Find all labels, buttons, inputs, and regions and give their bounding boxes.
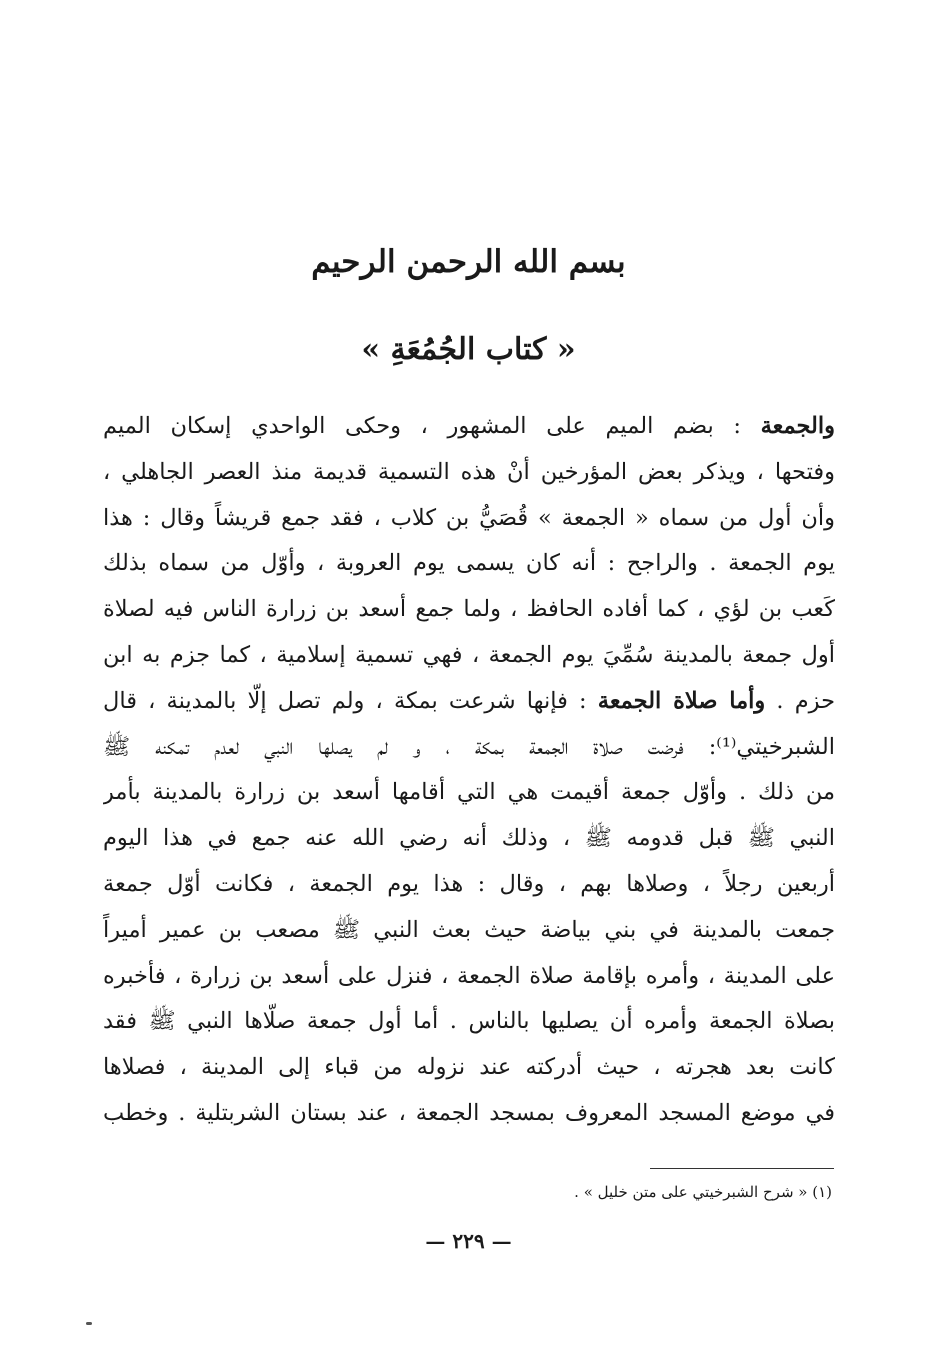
term-jumuah: والجمعة [760, 413, 835, 439]
term-salat-al-jumuah: وأما صلاة الجمعة [597, 687, 766, 714]
footnote-divider [650, 1168, 834, 1169]
text-line-14: بصلاة الجمعة وأمره أن يصليها بالناس . أما أول جمعة صلّاها النبي ﷺ فقد [103, 1008, 835, 1035]
footnote: (١) « شرح الشبرخيتي على متن خليل » . [574, 1183, 832, 1201]
text-line-3: وأن أول من سماه « الجمعة » قُصَيُّ بن كلاب ، فقد جمع قريشاً وقال : هذا [103, 504, 835, 531]
text-line-15: كانت بعد هجرته ، حيث أدركته عند نزوله من قباء إلى المدينة ، فصلاها [103, 1054, 835, 1081]
text-line-8: الشبرخيتي⁽¹⁾: فرضت صلاة الجمعة بمكة ، و لم يصلها النبي لعدم تمكنه ﷺ [103, 733, 835, 760]
text-line-12: جمعت بالمدينة في بني بياضة حيث بعث النبي ﷺ مصعب بن عمير أميراً [103, 916, 835, 943]
text-line-16: في موضع المسجد المعروف بمسجد الجمعة ، عند بستان الشربتلية . وخطب [103, 1099, 835, 1126]
text-line-2: وفتحها ، ويذكر بعض المؤرخين أنْ هذه التسمية قديمة منذ العصر الجاهلي ، [103, 458, 835, 485]
chapter-title: « كتاب الجُمُعَةِ » [361, 332, 576, 367]
text-line-5: كَعب بن لؤي ، كما أفاده الحافظ ، ولما جمع أسعد بن زرارة الناس فيه لصلاة [103, 596, 835, 623]
text-line-1 [103, 404, 835, 450]
text-line-9: من ذلك . وأوّل جمعة أقيمت هي التي أقامها أسعد بن زرارة بالمدينة بأمر [103, 779, 835, 806]
scan-speck [86, 1322, 92, 1325]
text-line-6: أول جمعة بالمدينة سُمِّيَ يوم الجمعة ، فهي تسمية إسلامية ، كما جزم به ابن [103, 641, 835, 668]
basmala-heading: بسم الله الرحمن الرحيم [311, 244, 626, 280]
line-text: : فإنها شرعت بمكة ، ولم تصل إلّا بالمدينة ، قال [103, 687, 598, 714]
text-line-11: أربعين رجلاً ، وصلاها بهم ، وقال : هذا يوم الجمعة ، فكانت أوّل جمعة [103, 870, 835, 897]
text-line-13: على المدينة ، وأمره بإقامة صلاة الجمعة ، فنزل على أسعد بن زرارة ، فأخبره [103, 962, 835, 989]
text-line-10: النبي ﷺ قبل قدومه ﷺ ، وذلك أنه رضي الله عنه جمع في هذا اليوم [103, 825, 835, 852]
text-line-7 [103, 679, 835, 725]
line-text: : بضم الميم على المشهور ، وحكى الواحدي إسكان الميم [103, 413, 761, 439]
line-text-before: حزم . [765, 687, 835, 714]
page-number: — ٢٢٩ — [425, 1229, 512, 1253]
text-line-4: يوم الجمعة . والراجح : أنه كان يسمى يوم العروبة ، وأوّل من سماه بذلك [103, 550, 835, 577]
body-text [103, 404, 835, 1137]
